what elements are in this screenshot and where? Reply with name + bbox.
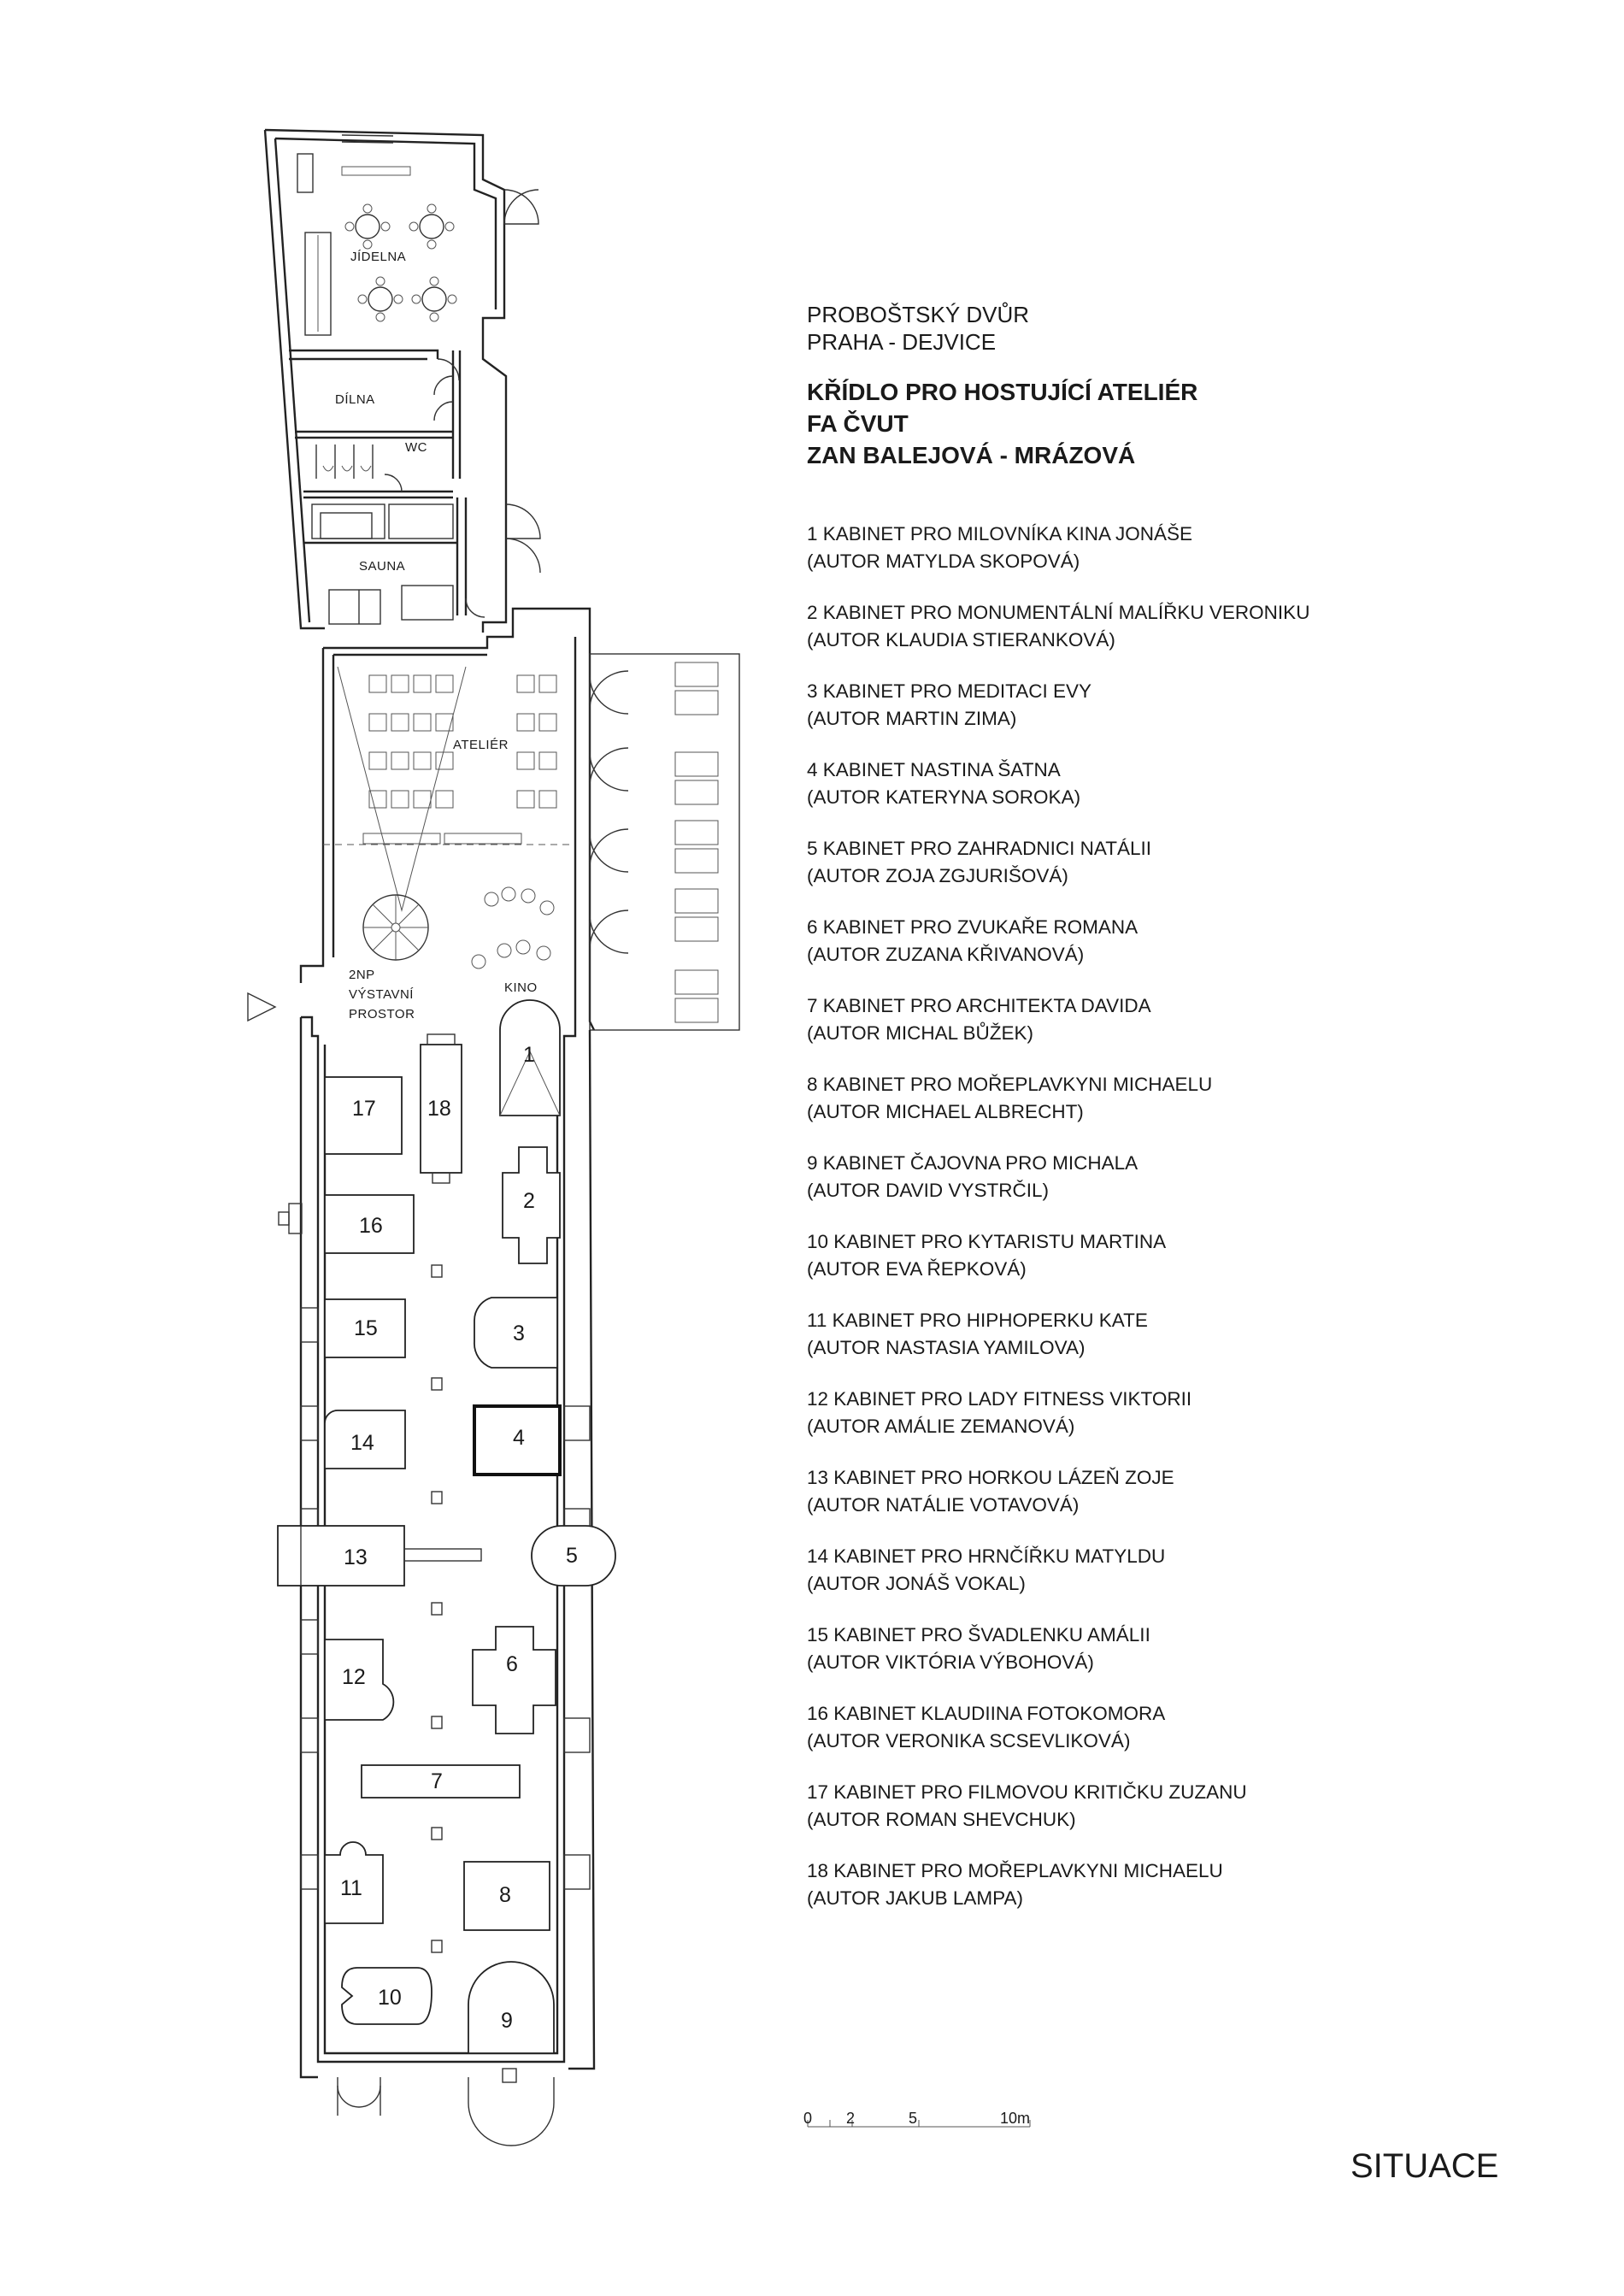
info-panel [807,301,1602,1936]
room-labels [335,250,538,1021]
num-3: 3 [513,1322,525,1345]
label-jidelna: JÍDELNA [350,250,407,264]
num-10: 10 [378,1986,402,2010]
label-kino: KINO [504,980,538,995]
num-6: 6 [506,1652,518,1676]
num-4: 4 [513,1426,525,1450]
project-title [807,376,1602,471]
label-dilna: DÍLNA [335,392,375,407]
num-5: 5 [566,1544,578,1568]
num-1: 1 [523,1043,535,1067]
num-12: 12 [342,1665,366,1689]
legend-item: 5 KABINET PRO ZAHRADNICI NATÁLII (AUTOR ZOJA ZGJURIŠOVÁ) [807,838,1152,886]
label-sauna: SAUNA [359,559,406,574]
legend-item: 9 KABINET ČAJOVNA PRO MICHALA (AUTOR DAVID VYSTRČIL) [807,1152,1139,1201]
label-prostor: PROSTOR [349,1007,415,1021]
north-wing-walls [265,130,540,633]
legend-item: 11 KABINET PRO HIPHOPERKU KATE (AUTOR NASTASIA YAMILOVA) [807,1310,1148,1358]
num-17: 17 [352,1097,376,1121]
cabinet-13 [278,1526,404,1586]
cabinet-9-apse [468,2077,554,2146]
scale-10m: 10m [1000,2110,1031,2127]
legend-item: 13 KABINET PRO HORKOU LÁZEŇ ZOJE (AUTOR NATÁLIE VOTAVOVÁ) [807,1467,1174,1516]
project-title-3: ZAN BALEJOVÁ - MRÁZOVÁ [807,442,1136,468]
legend-item: 4 KABINET NASTINA ŠATNA (AUTOR KATERYNA SOROKA) [807,759,1081,808]
num-14: 14 [350,1431,374,1455]
project-line-2: PRAHA - DEJVICE [807,329,997,355]
dining-tables [342,167,456,321]
scale-bar [803,2110,1030,2127]
scale-2: 2 [846,2110,856,2127]
num-11: 11 [340,1876,362,1900]
num-13: 13 [344,1545,368,1569]
label-wc: WC [405,440,427,455]
project-title-2: FA ČVUT [807,410,909,437]
entrance-arrow-icon [248,993,275,1021]
legend-item: 3 KABINET PRO MEDITACI EVY (AUTOR MARTIN ZIMA) [807,680,1091,729]
num-9: 9 [501,2009,513,2033]
cabinet-6 [473,1627,556,1734]
label-atelier: ATELIÉR [453,738,509,752]
project-title-1: KŘÍDLO PRO HOSTUJÍCÍ ATELIÉR [807,379,1198,405]
cabinet-9 [468,1962,554,2053]
scale-5: 5 [909,2110,918,2127]
legend-item: 10 KABINET PRO KYTARISTU MARTINA (AUTOR EVA ŘEPKOVÁ) [807,1231,1167,1280]
project-address [807,301,1602,356]
project-line-1: PROBOŠTSKÝ DVŮR [807,302,1030,327]
legend-item: 17 KABINET PRO FILMOVOU KRITIČKU ZUZANU (AUTOR ROMAN SHEVCHUK) [807,1781,1247,1830]
legend-item: 16 KABINET KLAUDIINA FOTOKOMORA (AUTOR VERONIKA SCSEVLIKOVÁ) [807,1703,1166,1751]
legend-item: 15 KABINET PRO ŠVADLENKU AMÁLII (AUTOR VIKTÓRIA VÝBOHOVÁ) [807,1624,1150,1673]
num-16: 16 [359,1214,383,1238]
sheet-title: SITUACE [1350,2147,1499,2185]
legend-item: 6 KABINET PRO ZVUKAŘE ROMANA (AUTOR ZUZANA KŘIVANOVÁ) [807,916,1139,965]
label-vystavni: VÝSTAVNÍ [349,987,414,1002]
num-7: 7 [431,1769,443,1793]
num-2: 2 [523,1189,535,1213]
label-2np: 2NP [349,968,375,982]
legend-item: 2 KABINET PRO MONUMENTÁLNÍ MALÍŘKU VERONIKU (AUTOR KLAUDIA STIERANKOVÁ) [807,602,1310,651]
cabinet-legend [807,521,1602,1936]
num-18: 18 [427,1097,451,1121]
legend-item: 7 KABINET PRO ARCHITEKTA DAVIDA (AUTOR MICHAL BŮŽEK) [807,995,1151,1044]
legend-item: 18 KABINET PRO MOŘEPLAVKYNI MICHAELU (AUTOR JAKUB LAMPA) [807,1860,1223,1909]
num-15: 15 [354,1316,378,1340]
num-8: 8 [499,1883,511,1907]
legend-item: 8 KABINET PRO MOŘEPLAVKYNI MICHAELU (AUTOR MICHAEL ALBRECHT) [807,1074,1213,1122]
legend-item: 1 KABINET PRO MILOVNÍKA KINA JONÁŠE (AUTOR MATYLDA SKOPOVÁ) [807,523,1192,572]
scale-0: 0 [803,2110,813,2127]
atelier-desks [363,662,718,1022]
legend-item: 12 KABINET PRO LADY FITNESS VIKTORII (AUTOR AMÁLIE ZEMANOVÁ) [807,1388,1192,1437]
legend-item: 14 KABINET PRO HRNČÍŘKU MATYLDU (AUTOR JONÁŠ VOKAL) [807,1545,1166,1594]
